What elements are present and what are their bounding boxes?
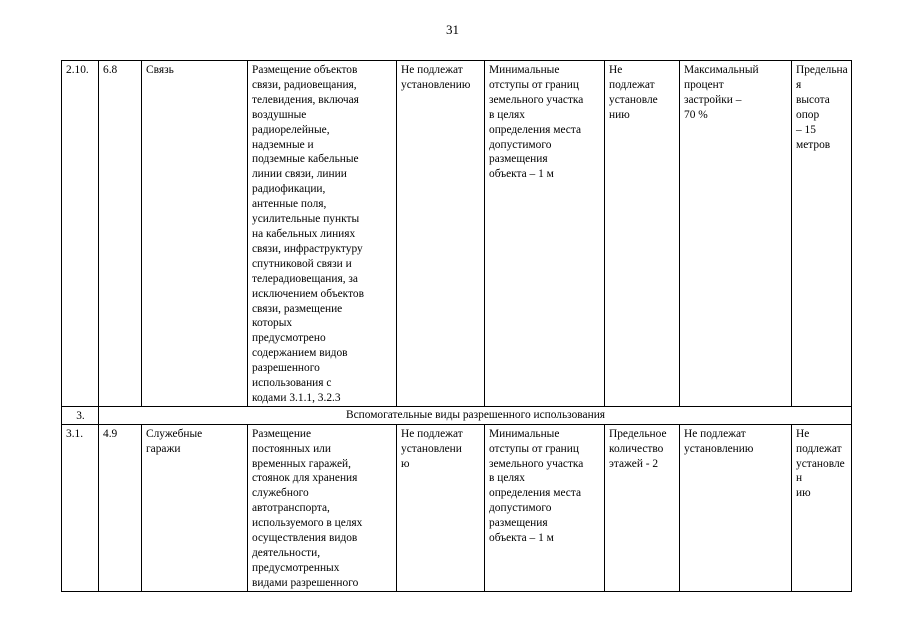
text-line: – 15 метров — [796, 123, 831, 151]
text-line: связи, инфраструктуру — [252, 242, 363, 255]
page-number: 31 — [446, 22, 459, 37]
code-cell: 6.8 — [99, 61, 142, 407]
text-line: определения места — [489, 123, 582, 136]
text-line: Размещение — [252, 427, 312, 440]
text-line: временных гаражей, — [252, 457, 351, 470]
text-line: подлежат — [796, 442, 842, 455]
table-row — [62, 424, 852, 591]
text-line: гаражи — [146, 442, 181, 455]
text-line: которых — [252, 317, 293, 330]
text-line: радиорелейные, — [252, 123, 330, 136]
text-line: подлежат — [609, 78, 655, 91]
text-line: этажей - 2 — [609, 457, 659, 470]
floors-cell — [605, 61, 680, 407]
text-line: земельного участка — [489, 93, 584, 106]
text-line: служебного — [252, 487, 309, 500]
text-line: Не — [796, 427, 810, 440]
text-line: допустимого — [489, 502, 552, 515]
coverage-cell — [680, 61, 792, 407]
text-line: установлени — [401, 442, 462, 455]
text-line: надземные и — [252, 138, 314, 151]
text-line: застройки – — [684, 93, 742, 106]
text-line: установлению — [684, 442, 754, 455]
text-line: Не подлежат — [401, 427, 463, 440]
text-line: размещения — [489, 517, 548, 530]
text-line: антенные поля, — [252, 198, 327, 211]
text-line: допустимого — [489, 138, 552, 151]
text-line: в целях — [489, 472, 525, 485]
text-line: используемого в целях — [252, 517, 363, 530]
text-line: Минимальные — [489, 64, 560, 76]
other-params-cell — [792, 424, 852, 591]
text-line: Размещение объектов — [252, 64, 358, 76]
text-line: нию — [609, 108, 630, 121]
text-line: кодами 3.1.1, 3.2.3 — [252, 391, 341, 404]
text-line: высота опор — [796, 93, 830, 121]
text-line: воздушные — [252, 108, 307, 121]
text-line: осуществления видов — [252, 532, 358, 545]
text-line: количество — [609, 442, 664, 455]
text-line: предусмотрено — [252, 332, 326, 345]
text-line: постоянных или — [252, 442, 331, 455]
text-line: видами разрешенного — [252, 576, 359, 589]
text-line: Максимальный — [684, 64, 759, 76]
text-line: усилительные пункты — [252, 213, 360, 226]
text-line: установлению — [401, 78, 471, 91]
text-line: Не подлежат — [684, 427, 746, 440]
text-line: деятельности, — [252, 547, 321, 559]
zoning-table — [61, 60, 852, 592]
text-line: Предельное — [609, 427, 667, 440]
text-line: радиофикации, — [252, 183, 326, 196]
text-line: использования с — [252, 377, 332, 390]
text-line: на кабельных линиях — [252, 227, 356, 240]
text-line: установле — [609, 93, 658, 106]
text-line: стоянок для хранения — [252, 472, 358, 485]
plot-size-cell — [397, 61, 485, 407]
text-line: процент — [684, 78, 724, 91]
section-header-row — [62, 406, 852, 424]
text-line: объекта – 1 м — [489, 168, 554, 181]
row-number-cell: 2.10. — [62, 61, 99, 407]
text-line: Минимальные — [489, 427, 560, 440]
text-line: Не подлежат — [401, 64, 463, 76]
text-line: объекта – 1 м — [489, 532, 554, 545]
text-line: ю — [401, 457, 410, 470]
text-line: исключением объектов — [252, 287, 364, 300]
text-line: связи, радиовещания, — [252, 78, 357, 91]
coverage-cell — [680, 424, 792, 591]
text-line: телерадиовещания, за — [252, 272, 358, 285]
other-params-cell — [792, 61, 852, 407]
text-line: Не — [609, 64, 623, 76]
text-line: подземные кабельные — [252, 153, 359, 166]
text-line: автотранспорта, — [252, 502, 330, 515]
table-row — [62, 61, 852, 407]
text-line: установлен — [796, 457, 845, 485]
text-line: Служебные — [146, 427, 203, 440]
text-line: 70 % — [684, 108, 708, 121]
text-line: линии связи, линии — [252, 168, 347, 181]
text-line: предусмотренных — [252, 561, 340, 574]
setback-cell — [485, 424, 605, 591]
text-line: ию — [796, 487, 811, 500]
text-line: в целях — [489, 108, 525, 121]
text-line: определения места — [489, 487, 582, 500]
text-line: разрешенного — [252, 362, 320, 375]
text-line: спутниковой связи и — [252, 257, 352, 270]
text-line: связи, размещение — [252, 302, 343, 315]
code-cell: 4.9 — [99, 424, 142, 591]
text-line: Предельная — [796, 64, 848, 91]
plot-size-cell — [397, 424, 485, 591]
use-description-cell — [248, 424, 397, 591]
text-line: размещения — [489, 153, 548, 166]
text-line: содержанием видов — [252, 347, 348, 360]
section-number-cell: 3. — [62, 406, 99, 424]
row-number-cell: 3.1. — [62, 424, 99, 591]
floors-cell — [605, 424, 680, 591]
text-line: отступы от границ — [489, 442, 579, 455]
use-name-cell: Связь — [142, 61, 248, 407]
setback-cell — [485, 61, 605, 407]
text-line: телевидения, включая — [252, 93, 359, 106]
text-line: земельного участка — [489, 457, 584, 470]
use-name-cell — [142, 424, 248, 591]
use-description-cell — [248, 61, 397, 407]
text-line: отступы от границ — [489, 78, 579, 91]
section-title: Вспомогательные виды разрешенного использования — [99, 406, 852, 424]
